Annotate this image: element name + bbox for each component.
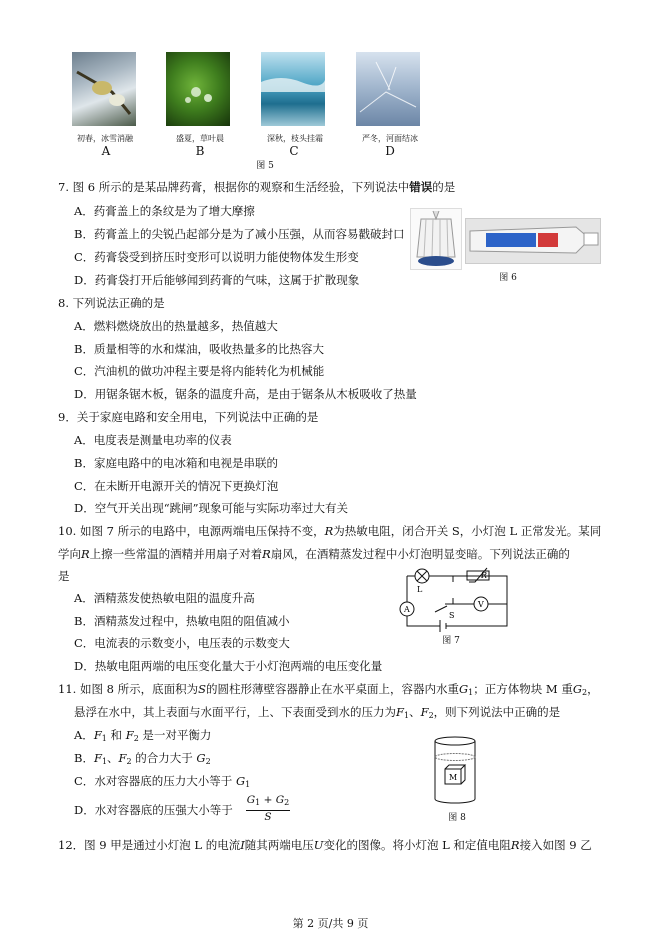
fig5-caption-c: 深秋，枝头挂霜: [267, 134, 323, 143]
q10-option-a: A．酒精蒸发使热敏电阻的温度升高: [74, 591, 255, 605]
q7-option-c: C．药膏袋受到挤压时变形可以说明力能使物体发生形变: [74, 250, 359, 264]
q7-option-d: D．药膏袋打开后能够闻到药膏的气味，这属于扩散现象: [74, 273, 360, 287]
q11-stem-line1: 11. 如图 8 所示，底面积为S的圆柱形薄壁容器静止在水平桌面上，容器内水重$G_1$；正方体物块 M 重$G_2$，: [58, 682, 599, 697]
q10-option-c: C．电流表的示数变小，电压表的示数变大: [74, 636, 290, 650]
ice-branch-icon: [72, 52, 136, 126]
q11-fraction: [246, 794, 290, 824]
ammeter-label: A: [404, 605, 410, 614]
photo-dew-leaf: [166, 52, 230, 126]
q8-option-c: C．汽油机的做功冲程主要是将内能转化为机械能: [74, 364, 325, 378]
q8-stem: 8. 下列说法正确的是: [58, 296, 165, 310]
switch-label: S: [449, 611, 455, 620]
q7-option-a: A．药膏盖上的条纹是为了增大摩擦: [74, 204, 255, 218]
q11-option-c: C．水对容器底的压力大小等于 $G_1$: [74, 774, 251, 789]
page-footer: 第 2 页/共 9 页: [292, 917, 369, 930]
fig5-caption-b: 盛夏，草叶晨: [176, 134, 224, 143]
water-surface: [435, 754, 475, 761]
fig5-caption-d: 严冬，河面结冰: [362, 134, 418, 143]
q11-option-a: A．$F_1$ 和 $F_2$ 是一对平衡力: [74, 728, 212, 743]
fig5-caption-a: 初春，冰雪消融: [77, 134, 133, 143]
q9-option-b: B．家庭电路中的电冰箱和电视是串联的: [74, 456, 278, 470]
q12-stem: 12．图 9 甲是通过小灯泡 L 的电流I随其两端电压U变化的图像。将小灯泡 L 和定值电阻R接入如图 9 乙: [58, 838, 592, 852]
q8-option-b: B．质量相等的水和煤油，吸收热量多的比热容大: [74, 342, 324, 356]
q7-stem: 7. 图 6 所示的是某品牌药膏，根据你的观察和生活经验，下列说法中错误的是: [58, 180, 456, 194]
battery-symbol: [440, 620, 446, 632]
ointment-cap-photo: [410, 208, 462, 270]
q8-option-d: D．用锯条锯木板，锯条的温度升高，是由于锯条从木板吸收了热量: [74, 387, 417, 401]
block-m-label: M: [449, 773, 458, 782]
container-rim: [435, 737, 475, 745]
q8-option-a: A．燃料燃烧放出的热量越多，热值越大: [74, 319, 278, 333]
fig5-letter-a: A: [101, 144, 111, 158]
q7-option-b: B．药膏盖上的尖锐凸起部分是为了减小压强，从而容易戳破封口: [74, 227, 405, 241]
q10-option-d: D．热敏电阻两端的电压变化量大于小灯泡两端的电压变化量: [74, 659, 383, 673]
lamp-label: L: [417, 585, 423, 594]
fig5-letter-c: C: [289, 144, 299, 158]
q11-option-d: D．水对容器底的压强大小等于: [74, 803, 233, 817]
circuit-diagram-fig7: [395, 566, 515, 632]
q10-stem-line2: 学向R上擦一些常温的酒精并用扇子对着R扇风，在酒精蒸发过程中小灯泡明显变暗。下列说法正确的: [58, 547, 570, 561]
q10-stem-line3: 是: [58, 569, 70, 583]
q9-option-c: C．在未断开电源开关的情况下更换灯泡: [74, 479, 279, 493]
photo-frozen-river: [356, 52, 420, 126]
q9-option-d: D．空气开关出现“跳闸”现象可能与实际功率过大有关: [74, 501, 348, 515]
ointment-tube-photo: [465, 218, 601, 264]
q9-option-a: A．电度表是测量电功率的仪表: [74, 433, 232, 447]
q7-stem-bold: 错误: [409, 180, 433, 194]
q10-stem-line1: 10. 如图 7 所示的电路中，电源两端电压保持不变，R为热敏电阻，闭合开关 S，小灯泡 L 正常发光。某同: [58, 524, 602, 538]
fig5-letter-b: B: [195, 144, 205, 158]
photo-frost-branch: [261, 52, 325, 126]
container-base: [435, 799, 475, 803]
fig5-label: 图 5: [256, 161, 274, 171]
photo-ice-melting: [72, 52, 136, 126]
lamp-cross: [417, 571, 427, 581]
container-diagram-fig8: [430, 735, 480, 807]
ice-cracks-icon: [356, 52, 420, 126]
dew-drops-icon: [166, 52, 230, 126]
q9-stem: 9．关于家庭电路和安全用电，下列说法中正确的是: [58, 410, 319, 424]
fig5-letter-d: D: [385, 144, 395, 158]
fig7-label: 图 7: [442, 636, 460, 646]
voltmeter-label: V: [478, 600, 484, 609]
fraction-denominator: S: [264, 811, 272, 823]
q10-option-b: B．酒精蒸发过程中，热敏电阻的阻值减小: [74, 614, 290, 628]
ointment-cap-icon: [411, 209, 461, 269]
ointment-tube-icon: [466, 219, 600, 263]
switch-symbol: [435, 606, 447, 612]
q11-stem-line2: 悬浮在水中，其上表面与水面平行，上、下表面受到水的压力为$F_1$、$F_2$，则下列说法中正确的是: [74, 705, 561, 720]
q11-option-b: B．$F_1$、$F_2$ 的合力大于 $G_2$: [74, 751, 211, 766]
fig6-label: 图 6: [499, 273, 517, 283]
resistor-label: R: [481, 571, 488, 580]
frost-trees-icon: [261, 52, 325, 126]
fraction-numerator: $G_1 + G_2$: [246, 794, 290, 811]
fig8-label: 图 8: [448, 813, 466, 823]
